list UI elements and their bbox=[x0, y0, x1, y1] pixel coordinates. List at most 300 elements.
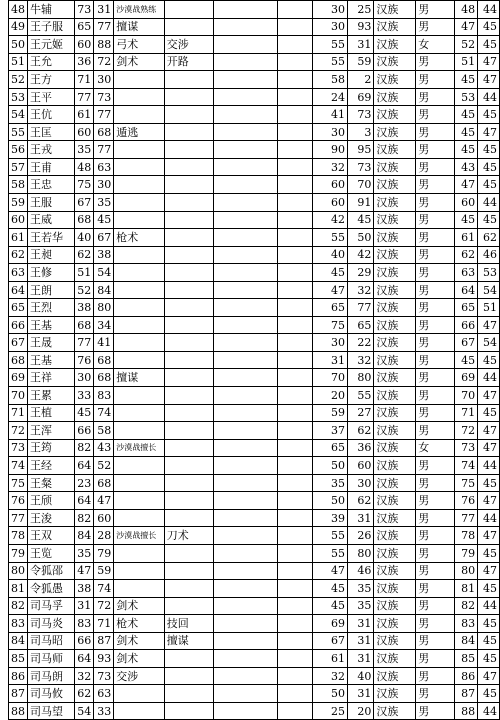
cell-stat-e[interactable]: 51 bbox=[454, 53, 478, 71]
cell-name[interactable]: 王基 bbox=[28, 351, 75, 369]
cell-stat-f[interactable]: 45 bbox=[478, 474, 500, 492]
cell-gender[interactable]: 男 bbox=[416, 158, 454, 176]
cell-stat-d[interactable]: 62 bbox=[347, 492, 373, 510]
cell-row-number[interactable]: 56 bbox=[9, 141, 28, 159]
cell-skill-2[interactable] bbox=[164, 141, 213, 159]
cell-stat-c[interactable]: 60 bbox=[313, 176, 348, 194]
cell-name[interactable]: 王服 bbox=[28, 194, 75, 212]
cell-stat-e[interactable]: 47 bbox=[454, 176, 478, 194]
cell-extra-1[interactable] bbox=[214, 1, 278, 19]
cell-skill-2[interactable] bbox=[164, 264, 213, 282]
cell-gender[interactable]: 男 bbox=[416, 474, 454, 492]
cell-gender[interactable]: 男 bbox=[416, 211, 454, 229]
cell-stat-c[interactable]: 50 bbox=[313, 492, 348, 510]
cell-stat-f[interactable]: 45 bbox=[478, 650, 500, 668]
cell-stat-a[interactable]: 35 bbox=[75, 141, 94, 159]
cell-stat-e[interactable]: 72 bbox=[454, 422, 478, 440]
cell-stat-c[interactable]: 47 bbox=[313, 281, 348, 299]
cell-skill-2[interactable] bbox=[164, 281, 213, 299]
cell-stat-a[interactable]: 77 bbox=[75, 334, 94, 352]
cell-stat-b[interactable]: 41 bbox=[94, 334, 114, 352]
cell-extra-1[interactable] bbox=[214, 351, 278, 369]
cell-stat-d[interactable]: 80 bbox=[347, 369, 373, 387]
cell-skill-1[interactable] bbox=[114, 264, 165, 282]
cell-stat-c[interactable]: 59 bbox=[313, 404, 348, 422]
cell-stat-e[interactable]: 45 bbox=[454, 123, 478, 141]
cell-extra-2[interactable] bbox=[277, 404, 313, 422]
cell-stat-d[interactable]: 32 bbox=[347, 281, 373, 299]
cell-gender[interactable]: 男 bbox=[416, 580, 454, 598]
cell-skill-1[interactable]: 擅谋 bbox=[114, 369, 165, 387]
cell-extra-1[interactable] bbox=[214, 141, 278, 159]
cell-gender[interactable]: 男 bbox=[416, 685, 454, 703]
cell-skill-1[interactable]: 沙漠战擅长 bbox=[114, 439, 165, 457]
cell-stat-e[interactable]: 71 bbox=[454, 404, 478, 422]
cell-extra-1[interactable] bbox=[214, 334, 278, 352]
cell-extra-1[interactable] bbox=[214, 106, 278, 124]
cell-ethnicity[interactable]: 汉族 bbox=[374, 211, 416, 229]
cell-stat-a[interactable]: 60 bbox=[75, 123, 94, 141]
cell-skill-1[interactable]: 弓术 bbox=[114, 36, 165, 54]
cell-extra-2[interactable] bbox=[277, 580, 313, 598]
cell-stat-b[interactable]: 80 bbox=[94, 299, 114, 317]
cell-gender[interactable]: 男 bbox=[416, 299, 454, 317]
cell-stat-f[interactable]: 44 bbox=[478, 194, 500, 212]
cell-extra-2[interactable] bbox=[277, 597, 313, 615]
cell-stat-e[interactable]: 45 bbox=[454, 141, 478, 159]
cell-extra-2[interactable] bbox=[277, 246, 313, 264]
cell-stat-b[interactable]: 73 bbox=[94, 667, 114, 685]
cell-skill-1[interactable] bbox=[114, 106, 165, 124]
cell-stat-a[interactable]: 31 bbox=[75, 597, 94, 615]
cell-extra-1[interactable] bbox=[214, 123, 278, 141]
cell-stat-e[interactable]: 85 bbox=[454, 650, 478, 668]
cell-extra-2[interactable] bbox=[277, 194, 313, 212]
cell-stat-b[interactable]: 68 bbox=[94, 123, 114, 141]
cell-extra-1[interactable] bbox=[214, 387, 278, 405]
cell-skill-1[interactable] bbox=[114, 334, 165, 352]
cell-ethnicity[interactable]: 汉族 bbox=[374, 404, 416, 422]
cell-extra-1[interactable] bbox=[214, 632, 278, 650]
cell-stat-f[interactable]: 45 bbox=[478, 685, 500, 703]
cell-gender[interactable]: 男 bbox=[416, 615, 454, 633]
cell-stat-c[interactable]: 40 bbox=[313, 246, 348, 264]
cell-stat-a[interactable]: 68 bbox=[75, 316, 94, 334]
cell-stat-d[interactable]: 69 bbox=[347, 88, 373, 106]
cell-stat-d[interactable]: 29 bbox=[347, 264, 373, 282]
cell-skill-2[interactable] bbox=[164, 351, 213, 369]
cell-extra-1[interactable] bbox=[214, 580, 278, 598]
cell-name[interactable]: 王烈 bbox=[28, 299, 75, 317]
cell-skill-2[interactable]: 刀术 bbox=[164, 527, 213, 545]
cell-stat-a[interactable]: 30 bbox=[75, 369, 94, 387]
cell-name[interactable]: 王元姬 bbox=[28, 36, 75, 54]
cell-stat-e[interactable]: 48 bbox=[454, 1, 478, 19]
cell-row-number[interactable]: 54 bbox=[9, 106, 28, 124]
cell-stat-c[interactable]: 32 bbox=[313, 667, 348, 685]
cell-stat-f[interactable]: 45 bbox=[478, 211, 500, 229]
cell-stat-c[interactable]: 25 bbox=[313, 702, 348, 720]
cell-extra-2[interactable] bbox=[277, 509, 313, 527]
cell-extra-1[interactable] bbox=[214, 597, 278, 615]
cell-skill-2[interactable] bbox=[164, 702, 213, 720]
cell-extra-1[interactable] bbox=[214, 439, 278, 457]
cell-gender[interactable]: 男 bbox=[416, 632, 454, 650]
cell-skill-2[interactable] bbox=[164, 106, 213, 124]
cell-stat-c[interactable]: 24 bbox=[313, 88, 348, 106]
cell-stat-b[interactable]: 58 bbox=[94, 422, 114, 440]
cell-skill-2[interactable] bbox=[164, 562, 213, 580]
cell-stat-f[interactable]: 44 bbox=[478, 597, 500, 615]
cell-row-number[interactable]: 61 bbox=[9, 229, 28, 247]
cell-name[interactable]: 王若华 bbox=[28, 229, 75, 247]
cell-stat-f[interactable]: 45 bbox=[478, 615, 500, 633]
cell-extra-1[interactable] bbox=[214, 53, 278, 71]
cell-name[interactable]: 王植 bbox=[28, 404, 75, 422]
cell-row-number[interactable]: 55 bbox=[9, 123, 28, 141]
cell-stat-d[interactable]: 60 bbox=[347, 457, 373, 475]
cell-stat-c[interactable]: 69 bbox=[313, 615, 348, 633]
cell-row-number[interactable]: 85 bbox=[9, 650, 28, 668]
cell-stat-e[interactable]: 76 bbox=[454, 492, 478, 510]
cell-ethnicity[interactable]: 汉族 bbox=[374, 369, 416, 387]
cell-row-number[interactable]: 84 bbox=[9, 632, 28, 650]
cell-row-number[interactable]: 68 bbox=[9, 351, 28, 369]
cell-name[interactable]: 王浚 bbox=[28, 509, 75, 527]
cell-stat-e[interactable]: 74 bbox=[454, 457, 478, 475]
cell-gender[interactable]: 男 bbox=[416, 281, 454, 299]
cell-stat-d[interactable]: 20 bbox=[347, 702, 373, 720]
cell-stat-e[interactable]: 45 bbox=[454, 211, 478, 229]
cell-stat-d[interactable]: 27 bbox=[347, 404, 373, 422]
cell-stat-f[interactable]: 44 bbox=[478, 1, 500, 19]
cell-row-number[interactable]: 72 bbox=[9, 422, 28, 440]
cell-stat-c[interactable]: 61 bbox=[313, 650, 348, 668]
cell-stat-f[interactable]: 44 bbox=[478, 457, 500, 475]
cell-extra-2[interactable] bbox=[277, 492, 313, 510]
cell-stat-a[interactable]: 32 bbox=[75, 667, 94, 685]
cell-stat-d[interactable]: 3 bbox=[347, 123, 373, 141]
cell-stat-a[interactable]: 23 bbox=[75, 474, 94, 492]
cell-stat-a[interactable]: 82 bbox=[75, 439, 94, 457]
cell-extra-1[interactable] bbox=[214, 281, 278, 299]
cell-skill-2[interactable] bbox=[164, 158, 213, 176]
cell-extra-1[interactable] bbox=[214, 457, 278, 475]
cell-skill-2[interactable] bbox=[164, 18, 213, 36]
cell-gender[interactable]: 男 bbox=[416, 527, 454, 545]
cell-extra-2[interactable] bbox=[277, 123, 313, 141]
cell-stat-b[interactable]: 54 bbox=[94, 264, 114, 282]
cell-ethnicity[interactable]: 汉族 bbox=[374, 527, 416, 545]
cell-name[interactable]: 王筠 bbox=[28, 439, 75, 457]
cell-stat-e[interactable]: 67 bbox=[454, 334, 478, 352]
cell-gender[interactable]: 男 bbox=[416, 229, 454, 247]
cell-name[interactable]: 令狐愚 bbox=[28, 580, 75, 598]
cell-stat-b[interactable]: 88 bbox=[94, 36, 114, 54]
cell-stat-c[interactable]: 58 bbox=[313, 71, 348, 89]
cell-stat-b[interactable]: 52 bbox=[94, 457, 114, 475]
cell-name[interactable]: 王颀 bbox=[28, 492, 75, 510]
cell-row-number[interactable]: 88 bbox=[9, 702, 28, 720]
cell-stat-b[interactable]: 84 bbox=[94, 281, 114, 299]
cell-stat-c[interactable]: 45 bbox=[313, 597, 348, 615]
cell-stat-e[interactable]: 73 bbox=[454, 439, 478, 457]
cell-row-number[interactable]: 71 bbox=[9, 404, 28, 422]
cell-stat-b[interactable]: 59 bbox=[94, 562, 114, 580]
cell-name[interactable]: 王累 bbox=[28, 387, 75, 405]
cell-extra-1[interactable] bbox=[214, 299, 278, 317]
cell-skill-2[interactable] bbox=[164, 685, 213, 703]
cell-stat-f[interactable]: 45 bbox=[478, 544, 500, 562]
cell-stat-a[interactable]: 66 bbox=[75, 632, 94, 650]
cell-stat-a[interactable]: 38 bbox=[75, 580, 94, 598]
cell-skill-2[interactable] bbox=[164, 404, 213, 422]
cell-name[interactable]: 令狐邵 bbox=[28, 562, 75, 580]
cell-stat-a[interactable]: 35 bbox=[75, 544, 94, 562]
cell-stat-b[interactable]: 74 bbox=[94, 404, 114, 422]
cell-stat-a[interactable]: 77 bbox=[75, 88, 94, 106]
cell-name[interactable]: 王忠 bbox=[28, 176, 75, 194]
cell-extra-2[interactable] bbox=[277, 474, 313, 492]
cell-row-number[interactable]: 74 bbox=[9, 457, 28, 475]
cell-extra-2[interactable] bbox=[277, 615, 313, 633]
cell-skill-2[interactable] bbox=[164, 299, 213, 317]
cell-stat-f[interactable]: 47 bbox=[478, 123, 500, 141]
cell-name[interactable]: 王允 bbox=[28, 53, 75, 71]
cell-name[interactable]: 王修 bbox=[28, 264, 75, 282]
cell-extra-1[interactable] bbox=[214, 88, 278, 106]
cell-stat-f[interactable]: 47 bbox=[478, 667, 500, 685]
cell-stat-f[interactable]: 45 bbox=[478, 106, 500, 124]
cell-stat-e[interactable]: 45 bbox=[454, 106, 478, 124]
cell-stat-f[interactable]: 46 bbox=[478, 246, 500, 264]
cell-stat-d[interactable]: 22 bbox=[347, 334, 373, 352]
cell-ethnicity[interactable]: 汉族 bbox=[374, 544, 416, 562]
cell-skill-2[interactable] bbox=[164, 580, 213, 598]
cell-stat-b[interactable]: 63 bbox=[94, 158, 114, 176]
cell-skill-1[interactable] bbox=[114, 351, 165, 369]
cell-stat-d[interactable]: 32 bbox=[347, 351, 373, 369]
cell-skill-1[interactable] bbox=[114, 404, 165, 422]
cell-ethnicity[interactable]: 汉族 bbox=[374, 457, 416, 475]
cell-extra-1[interactable] bbox=[214, 158, 278, 176]
cell-extra-2[interactable] bbox=[277, 387, 313, 405]
cell-extra-2[interactable] bbox=[277, 36, 313, 54]
cell-name[interactable]: 王伉 bbox=[28, 106, 75, 124]
cell-gender[interactable]: 男 bbox=[416, 71, 454, 89]
cell-gender[interactable]: 女 bbox=[416, 36, 454, 54]
cell-ethnicity[interactable]: 汉族 bbox=[374, 334, 416, 352]
cell-stat-f[interactable]: 44 bbox=[478, 702, 500, 720]
cell-name[interactable]: 王朗 bbox=[28, 281, 75, 299]
cell-stat-e[interactable]: 70 bbox=[454, 387, 478, 405]
cell-skill-1[interactable]: 沙漠战熟练 bbox=[114, 1, 165, 19]
cell-skill-2[interactable] bbox=[164, 334, 213, 352]
cell-extra-2[interactable] bbox=[277, 141, 313, 159]
cell-stat-b[interactable]: 72 bbox=[94, 53, 114, 71]
cell-gender[interactable]: 男 bbox=[416, 176, 454, 194]
cell-extra-2[interactable] bbox=[277, 369, 313, 387]
cell-name[interactable]: 王平 bbox=[28, 88, 75, 106]
cell-stat-e[interactable]: 43 bbox=[454, 158, 478, 176]
cell-extra-2[interactable] bbox=[277, 316, 313, 334]
cell-skill-1[interactable] bbox=[114, 562, 165, 580]
cell-stat-f[interactable]: 54 bbox=[478, 334, 500, 352]
cell-stat-d[interactable]: 35 bbox=[347, 597, 373, 615]
cell-ethnicity[interactable]: 汉族 bbox=[374, 71, 416, 89]
cell-stat-b[interactable]: 30 bbox=[94, 176, 114, 194]
cell-stat-d[interactable]: 25 bbox=[347, 1, 373, 19]
cell-stat-e[interactable]: 82 bbox=[454, 597, 478, 615]
cell-stat-a[interactable]: 64 bbox=[75, 457, 94, 475]
cell-stat-c[interactable]: 30 bbox=[313, 18, 348, 36]
cell-gender[interactable]: 男 bbox=[416, 509, 454, 527]
cell-stat-b[interactable]: 34 bbox=[94, 316, 114, 334]
cell-stat-e[interactable]: 62 bbox=[454, 246, 478, 264]
cell-row-number[interactable]: 86 bbox=[9, 667, 28, 685]
cell-stat-f[interactable]: 45 bbox=[478, 36, 500, 54]
cell-stat-a[interactable]: 60 bbox=[75, 36, 94, 54]
cell-extra-1[interactable] bbox=[214, 369, 278, 387]
cell-stat-f[interactable]: 54 bbox=[478, 281, 500, 299]
cell-row-number[interactable]: 69 bbox=[9, 369, 28, 387]
cell-row-number[interactable]: 65 bbox=[9, 299, 28, 317]
cell-skill-1[interactable] bbox=[114, 88, 165, 106]
cell-stat-c[interactable]: 45 bbox=[313, 264, 348, 282]
cell-stat-a[interactable]: 82 bbox=[75, 509, 94, 527]
cell-skill-1[interactable] bbox=[114, 299, 165, 317]
cell-stat-b[interactable]: 68 bbox=[94, 351, 114, 369]
cell-name[interactable]: 司马望 bbox=[28, 702, 75, 720]
cell-stat-a[interactable]: 54 bbox=[75, 702, 94, 720]
cell-stat-c[interactable]: 30 bbox=[313, 123, 348, 141]
cell-stat-f[interactable]: 62 bbox=[478, 229, 500, 247]
cell-skill-2[interactable] bbox=[164, 316, 213, 334]
cell-ethnicity[interactable]: 汉族 bbox=[374, 88, 416, 106]
cell-ethnicity[interactable]: 汉族 bbox=[374, 141, 416, 159]
cell-stat-a[interactable]: 33 bbox=[75, 387, 94, 405]
cell-stat-b[interactable]: 72 bbox=[94, 597, 114, 615]
cell-stat-f[interactable]: 47 bbox=[478, 53, 500, 71]
cell-ethnicity[interactable]: 汉族 bbox=[374, 281, 416, 299]
cell-stat-e[interactable]: 86 bbox=[454, 667, 478, 685]
cell-stat-d[interactable]: 45 bbox=[347, 211, 373, 229]
cell-extra-1[interactable] bbox=[214, 509, 278, 527]
cell-stat-e[interactable]: 78 bbox=[454, 527, 478, 545]
cell-stat-c[interactable]: 37 bbox=[313, 422, 348, 440]
cell-stat-c[interactable]: 90 bbox=[313, 141, 348, 159]
cell-stat-f[interactable]: 44 bbox=[478, 88, 500, 106]
cell-extra-1[interactable] bbox=[214, 36, 278, 54]
cell-stat-c[interactable]: 30 bbox=[313, 334, 348, 352]
cell-extra-2[interactable] bbox=[277, 53, 313, 71]
cell-gender[interactable]: 男 bbox=[416, 562, 454, 580]
cell-skill-1[interactable] bbox=[114, 544, 165, 562]
cell-gender[interactable]: 男 bbox=[416, 141, 454, 159]
cell-stat-d[interactable]: 40 bbox=[347, 667, 373, 685]
cell-stat-a[interactable]: 47 bbox=[75, 562, 94, 580]
cell-name[interactable]: 牛辅 bbox=[28, 1, 75, 19]
cell-stat-f[interactable]: 53 bbox=[478, 264, 500, 282]
cell-skill-1[interactable] bbox=[114, 509, 165, 527]
cell-gender[interactable]: 男 bbox=[416, 18, 454, 36]
cell-ethnicity[interactable]: 汉族 bbox=[374, 580, 416, 598]
cell-stat-a[interactable]: 64 bbox=[75, 492, 94, 510]
cell-skill-1[interactable]: 枪术 bbox=[114, 615, 165, 633]
cell-stat-b[interactable]: 68 bbox=[94, 474, 114, 492]
cell-skill-2[interactable] bbox=[164, 474, 213, 492]
cell-stat-c[interactable]: 20 bbox=[313, 387, 348, 405]
cell-skill-2[interactable] bbox=[164, 650, 213, 668]
cell-stat-e[interactable]: 79 bbox=[454, 544, 478, 562]
cell-stat-f[interactable]: 47 bbox=[478, 422, 500, 440]
cell-skill-1[interactable] bbox=[114, 702, 165, 720]
cell-ethnicity[interactable]: 汉族 bbox=[374, 18, 416, 36]
cell-stat-b[interactable]: 74 bbox=[94, 580, 114, 598]
cell-stat-f[interactable]: 47 bbox=[478, 527, 500, 545]
cell-extra-1[interactable] bbox=[214, 246, 278, 264]
cell-row-number[interactable]: 75 bbox=[9, 474, 28, 492]
cell-skill-2[interactable] bbox=[164, 667, 213, 685]
cell-gender[interactable]: 男 bbox=[416, 404, 454, 422]
cell-stat-b[interactable]: 28 bbox=[94, 527, 114, 545]
cell-gender[interactable]: 男 bbox=[416, 544, 454, 562]
cell-skill-1[interactable] bbox=[114, 387, 165, 405]
cell-stat-f[interactable]: 45 bbox=[478, 18, 500, 36]
cell-row-number[interactable]: 57 bbox=[9, 158, 28, 176]
cell-skill-2[interactable] bbox=[164, 229, 213, 247]
cell-ethnicity[interactable]: 汉族 bbox=[374, 387, 416, 405]
cell-ethnicity[interactable]: 汉族 bbox=[374, 650, 416, 668]
cell-ethnicity[interactable]: 汉族 bbox=[374, 351, 416, 369]
cell-stat-e[interactable]: 84 bbox=[454, 632, 478, 650]
cell-gender[interactable]: 男 bbox=[416, 702, 454, 720]
cell-stat-b[interactable]: 77 bbox=[94, 141, 114, 159]
cell-extra-2[interactable] bbox=[277, 211, 313, 229]
cell-stat-b[interactable]: 77 bbox=[94, 18, 114, 36]
cell-skill-2[interactable]: 技回 bbox=[164, 615, 213, 633]
cell-skill-1[interactable]: 沙漠战擅长 bbox=[114, 527, 165, 545]
cell-ethnicity[interactable]: 汉族 bbox=[374, 474, 416, 492]
cell-stat-c[interactable]: 47 bbox=[313, 562, 348, 580]
cell-skill-1[interactable]: 剑术 bbox=[114, 597, 165, 615]
cell-stat-e[interactable]: 45 bbox=[454, 351, 478, 369]
cell-gender[interactable]: 男 bbox=[416, 351, 454, 369]
cell-row-number[interactable]: 62 bbox=[9, 246, 28, 264]
cell-stat-a[interactable]: 64 bbox=[75, 650, 94, 668]
cell-ethnicity[interactable]: 汉族 bbox=[374, 246, 416, 264]
cell-extra-2[interactable] bbox=[277, 176, 313, 194]
cell-ethnicity[interactable]: 汉族 bbox=[374, 316, 416, 334]
cell-skill-1[interactable]: 剑术 bbox=[114, 650, 165, 668]
cell-stat-b[interactable]: 87 bbox=[94, 632, 114, 650]
cell-stat-f[interactable]: 45 bbox=[478, 158, 500, 176]
cell-extra-2[interactable] bbox=[277, 106, 313, 124]
cell-name[interactable]: 司马孚 bbox=[28, 597, 75, 615]
cell-stat-a[interactable]: 62 bbox=[75, 246, 94, 264]
cell-extra-2[interactable] bbox=[277, 299, 313, 317]
cell-skill-2[interactable] bbox=[164, 387, 213, 405]
cell-extra-2[interactable] bbox=[277, 422, 313, 440]
cell-stat-c[interactable]: 30 bbox=[313, 1, 348, 19]
cell-extra-1[interactable] bbox=[214, 71, 278, 89]
cell-row-number[interactable]: 48 bbox=[9, 1, 28, 19]
cell-stat-c[interactable]: 70 bbox=[313, 369, 348, 387]
cell-stat-d[interactable]: 36 bbox=[347, 439, 373, 457]
cell-stat-d[interactable]: 31 bbox=[347, 632, 373, 650]
cell-skill-2[interactable]: 交涉 bbox=[164, 36, 213, 54]
cell-ethnicity[interactable]: 汉族 bbox=[374, 194, 416, 212]
